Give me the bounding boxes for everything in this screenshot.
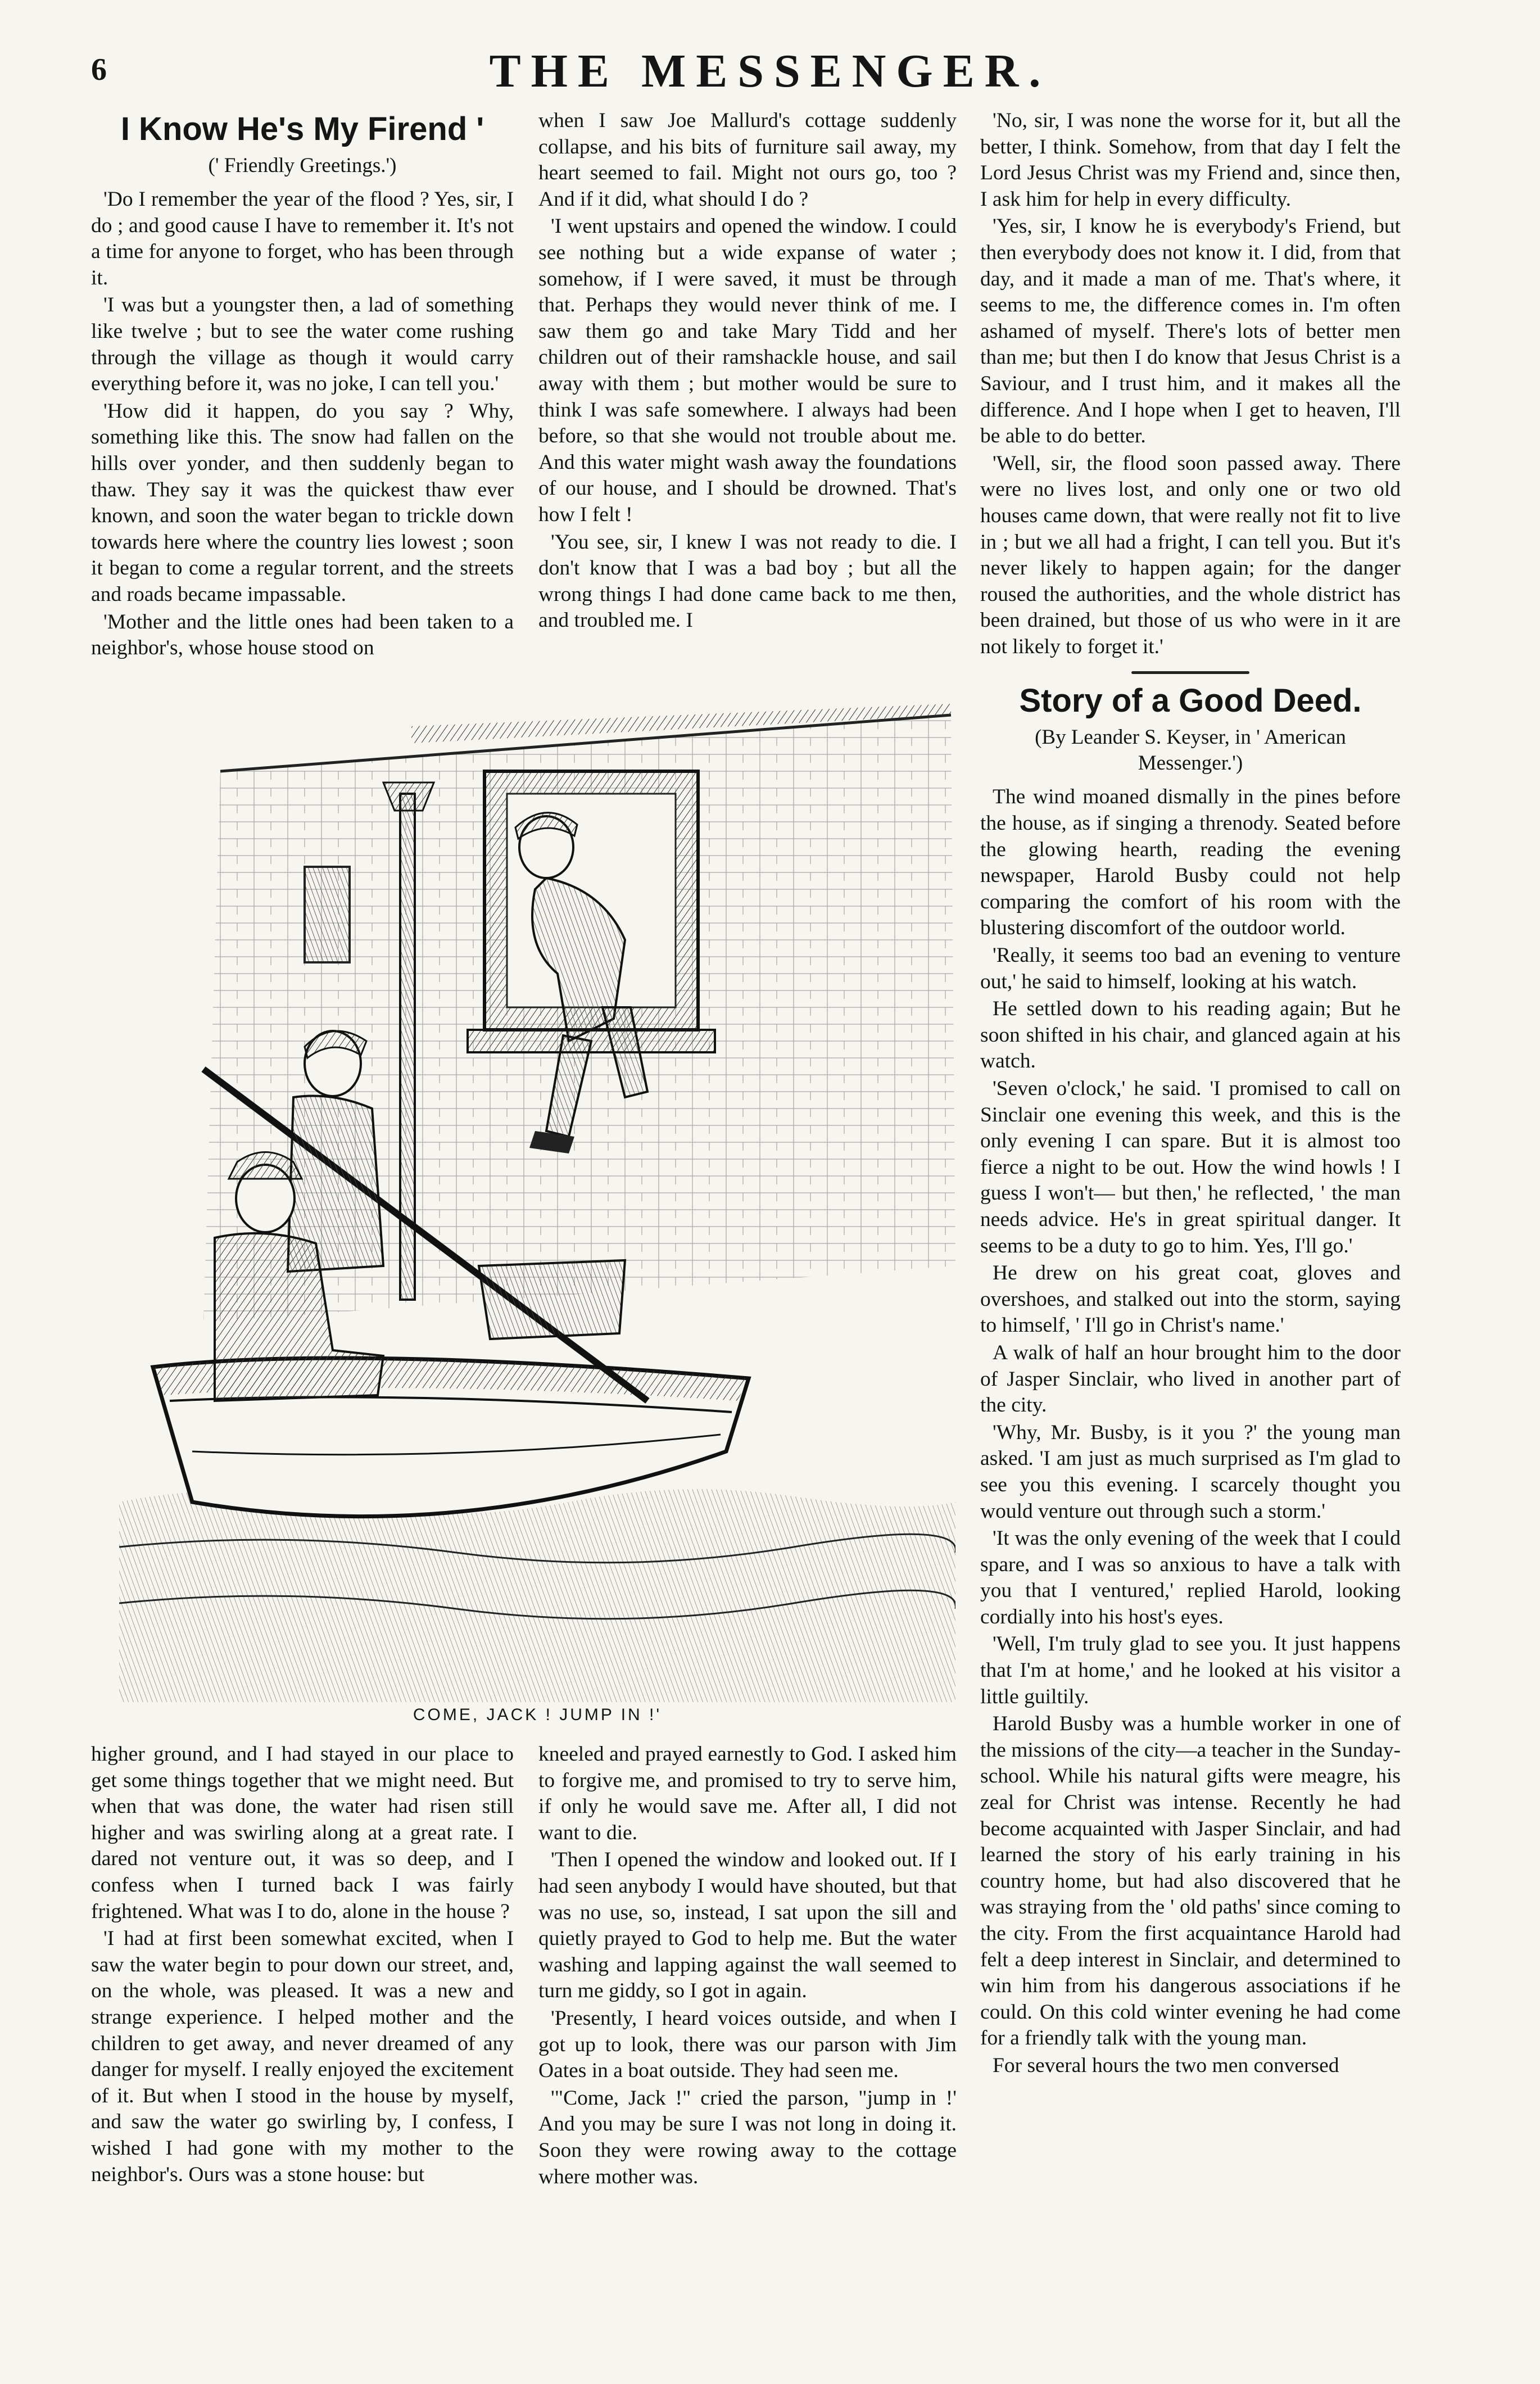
- page-number: 6: [91, 52, 107, 87]
- article1-paragraph: 'You see, sir, I knew I was not ready to die. I don't know that I was a bad boy ; but all the wrong things I had done came back to me then, and troubled me. I: [538, 530, 957, 632]
- article1-paragraph: when I saw Joe Mallurd's cottage suddenly collapse, and his bits of furniture sail away, my heart seemed to fail. Might not ours go, too ? And if it did, what should I do ?: [538, 109, 957, 211]
- article1-paragraph: '"Come, Jack !" cried the parson, "jump in !' And you may be sure I was not long in doing it. Soon they were rowing away to the cottage where mother was.: [538, 2086, 957, 2188]
- article1-paragraph: 'Presently, I heard voices outside, and when I got up to look, there was our parson with Jim Oates in a boat outside. They had seen me.: [538, 2006, 957, 2083]
- article1-paragraph: 'I was but a youngster then, a lad of something like twelve ; but to see the water come rushing through the village as though it would carry everything before it, was no joke, I can tell you.': [91, 293, 514, 396]
- article1-title: I Know He's My Firend ': [120, 111, 484, 147]
- article2-paragraph: He settled down to his reading again; But he soon shifted in his chair, and glanced again at his watch.: [980, 997, 1401, 1073]
- article2-paragraph: 'Why, Mr. Busby, is it you ?' the young man asked. 'I am just as much surprised as I'm glad to see you this evening. I scarcely thought you would venture out through such a storm.': [980, 1421, 1401, 1523]
- article1-paragraph: 'Well, sir, the flood soon passed away. There were no lives lost, and only one or two old houses came down, that were really not fit to live in ; but we all had a fright, I can tell you. But it's never likely to happen again; for the danger roused the authorities, and the whole district has been drained, but those of us who were in it are not likely to forget it.': [980, 451, 1401, 658]
- article1-paragraph: 'No, sir, I was none the worse for it, but all the better, I think. Somehow, from that day I felt the Lord Jesus Christ was my Friend and, since then, I ask him for help in every difficulty.: [980, 109, 1401, 211]
- article2-paragraph: He drew on his great coat, gloves and overshoes, and stalked out into the storm, saying to himself, ' I'll go in Christ's name.': [980, 1261, 1401, 1337]
- article1-paragraph: kneeled and prayed earnestly to God. I asked him to forgive me, and promised to try to serve him, if only he would save me. After all, I did not want to die.: [538, 1743, 957, 1844]
- article2-paragraph: A walk of half an hour brought him to the door of Jasper Sinclair, who lived in another part of the city.: [980, 1341, 1401, 1417]
- article1-column2-bottom: [538, 1741, 957, 2191]
- article2-paragraph: 'It was the only evening of the week that I could spare, and I was so anxious to have a talk with you that I ventured,' replied Harold, looking cordially into his host's eyes.: [980, 1527, 1401, 1628]
- article1-paragraph: 'How did it happen, do you say ? Why, something like this. The snow had fallen on the hills over yonder, and then suddenly began to thaw. They say it was the quickest thaw ever known, and soon the water began to trickle down towards here where the country lies lowest ; soon it began to come a regular torrent, and the streets and roads became impassable.: [91, 399, 514, 606]
- illustration-caption: COME, JACK ! JUMP IN !': [413, 1706, 662, 1724]
- article2-paragraph: The wind moaned dismally in the pines before the house, as if singing a threnody. Seated before the glowing hearth, reading the evening newspaper, Harold Busby could not help comparing the comfort of his room with the blustering discomfort of the outdoor world.: [980, 785, 1401, 940]
- section-divider: [1131, 671, 1249, 674]
- article1-source: (' Friendly Greetings.'): [208, 154, 397, 177]
- article1-paragraph: 'I went upstairs and opened the window. I could see nothing but a wide expanse of water ; somehow, if I were saved, it must be through that. Perhaps they would never think of me. I saw them go and take Mary Tidd and her children out of their ramshackle house, and sail away with them ; but mother would be sure to think I was safe somewhere. I always had been before, so that she would not trouble about me. And this water might wash away the foundations of our house, and I should be drowned. That's how I felt !: [538, 215, 957, 526]
- article-column3: [980, 108, 1401, 2080]
- masthead-title: THE MESSENGER.: [489, 45, 1051, 97]
- article1-paragraph: 'Do I remember the year of the flood ? Yes, sir, I do ; and good cause I have to remember it. It's not a time for anyone to forget, who has been through it.: [91, 188, 514, 289]
- article2-paragraph: For several hours the two men conversed: [993, 2053, 1339, 2077]
- article2-paragraph: 'Really, it seems too bad an evening to venture out,' he said to himself, looking at his watch.: [980, 944, 1401, 993]
- flood-rescue-illustration: [119, 704, 955, 1702]
- article1-column1-bottom: [91, 1741, 514, 2189]
- article1-paragraph: 'Yes, sir, I know he is everybody's Friend, but then everybody does not know it. I did, from that day, and it made a man of me. That's where, it seems to me, the difference comes in. I'm often ashamed of myself. There's lots of better men than me; but then I do know that Jesus Christ is a Saviour, and I trust him, and it makes all the difference. And I hope when I get to heaven, I'll be able to do better.: [980, 215, 1401, 448]
- article2-byline: (By Leander S. Keyser, in ' American Messenger.'): [1035, 726, 1346, 775]
- article1-column2: [538, 108, 957, 635]
- article1-paragraph: higher ground, and I had stayed in our place to get some things together that we might need. But when that was done, the water had risen still higher and was swirling along at a great rate. I dared not venture out, it was so deep, and I confess when I turned back I was fairly frightened. What was I to do, alone in the house ?: [91, 1743, 514, 1923]
- article2-title: Story of a Good Deed.: [1019, 682, 1362, 720]
- article1-column1: [91, 111, 514, 663]
- article1-paragraph: 'Mother and the little ones had been taken to a neighbor's, whose house stood on: [91, 610, 514, 660]
- article1-paragraph: 'I had at first been somewhat excited, when I saw the water begin to pour down our street, and, on the whole, was pleased. It was a new and strange experience. I helped mother and the children to get away, and never dreamed of any danger for myself. I really enjoyed the excitement of it. But when I stood in the house by myself, and saw the water go swirling by, I confess, I wished I had gone with my mother to the neighbor's. Ours was a stone house: but: [91, 1927, 514, 2186]
- article2-paragraph: Harold Busby was a humble worker in one of the missions of the city—a teacher in the Sunday-school. While his natural gifts were meagre, his zeal for Christ was intense. Recently he had become acquainted with Jasper Sinclair, and had learned the story of his early training in his country home, but had also discovered that he was straying from the ' old paths' since coming to the city. From the first acquaintance Harold had felt a deep interest in Sinclair, and determined to win him from his dangerous associations if he could. On this cold winter evening he had come for a friendly talk with the young man.: [980, 1712, 1401, 2050]
- article1-paragraph: 'Then I opened the window and looked out. If I had seen anybody I would have shouted, but that was no use, so, instead, I sat upon the sill and quietly prayed to God to help me. But the water washing and lapping against the wall seemed to turn me giddy, so I got in again.: [538, 1848, 957, 2003]
- article2-paragraph: 'Seven o'clock,' he said. 'I promised to call on Sinclair one evening this week, and this is the only evening I can spare. But it is almost too fierce a night to be out. How the wind howls ! I guess I won't— but then,' he reflected, ' the man needs advice. He's in great spiritual danger. It seems to be a duty to go to him. Yes, I'll go.': [980, 1077, 1401, 1257]
- article2-paragraph: 'Well, I'm truly glad to see you. It just happens that I'm at home,' and he looked at his visitor a little guiltily.: [980, 1632, 1401, 1708]
